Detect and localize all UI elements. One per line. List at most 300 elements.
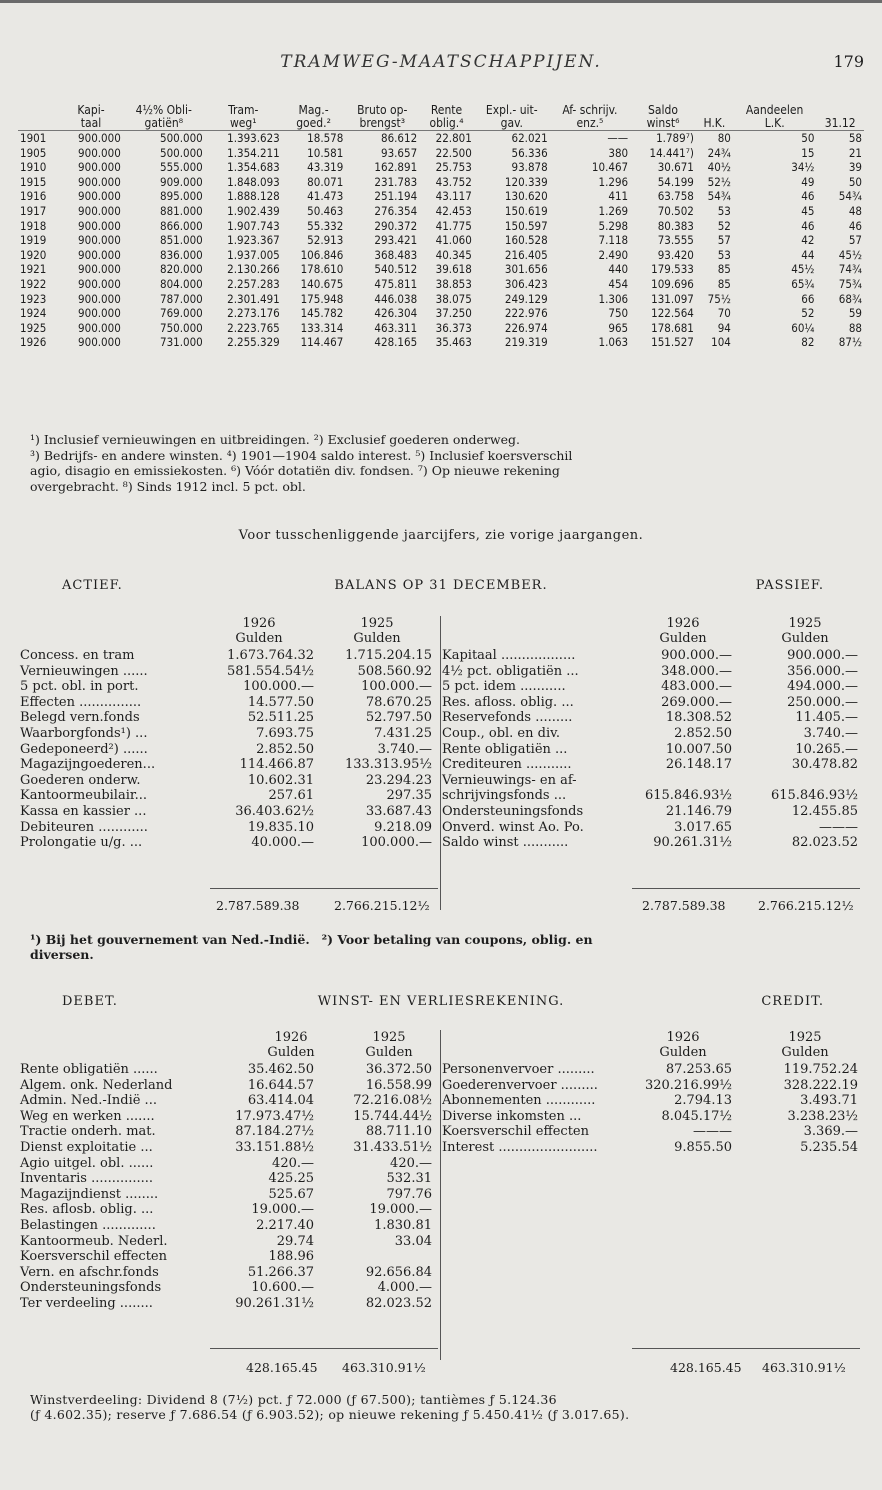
actief-column: [20, 616, 440, 851]
table-cell: 909.000: [159, 174, 203, 189]
table-cell: 866.000: [159, 218, 203, 233]
ledger-label: Goederenvervoer .........: [442, 1077, 598, 1093]
value-1926: 29.74: [276, 1233, 314, 1249]
table-cell: 14.441⁷): [649, 145, 694, 160]
ledger-label: Belegd vern.fonds: [20, 710, 140, 726]
ledger-row: [442, 773, 862, 789]
table-cell: 93.657: [380, 145, 418, 160]
ledger-row: [20, 664, 440, 680]
table-cell: 52½: [707, 174, 731, 189]
ledger-row: [20, 1280, 440, 1296]
table-cell: 820.000: [159, 262, 203, 277]
value-1925: 1.715.204.15: [345, 648, 432, 663]
table-row: [18, 262, 864, 277]
table-cell: 2.257.283: [227, 276, 280, 291]
table-cell: 2.255.329: [227, 335, 280, 350]
ledger-row: [20, 726, 440, 742]
balance-divider: [440, 616, 441, 910]
table-cell: 86.612: [380, 131, 418, 145]
table-cell: 37.250: [435, 306, 472, 321]
value-1926: 87.184.27½: [235, 1124, 314, 1140]
actief-total-1926: 2.787.589.38: [216, 898, 300, 913]
table-cell: 900.000: [78, 174, 121, 189]
table-cell: 900.000: [78, 145, 121, 160]
table-cell: 74¾: [838, 262, 862, 277]
table-cell: 162.891: [374, 160, 418, 175]
table-cell: 454: [608, 276, 629, 291]
table-cell: 131.097: [651, 291, 694, 306]
ledger-row: [442, 835, 862, 851]
value-1925: 3.493.71: [800, 1093, 858, 1109]
value-1926: 114.466.87: [239, 757, 314, 773]
table-cell: 750: [608, 306, 629, 321]
year-1926: 1926 Gulden: [267, 1030, 315, 1060]
year-1926: 1926 Gulden: [235, 616, 283, 646]
actief-total-rule: [210, 888, 438, 889]
table-cell: 39.618: [435, 262, 472, 277]
ledger-row: [442, 1062, 862, 1078]
balance-sheet: [20, 616, 862, 916]
table-cell: 249.129: [504, 291, 548, 306]
value-1925: 1.830.81: [374, 1217, 432, 1233]
column-header-top: Bruto op-: [357, 103, 408, 117]
table-cell: 54¾: [838, 189, 862, 204]
value-1925: 3.369.—: [803, 1124, 858, 1140]
table-cell: 1.306: [598, 291, 629, 306]
value-1925: 100.000.—: [361, 679, 432, 695]
footnote-line: overgebracht. ⁸) Sinds 1912 incl. 5 pct. obl.: [30, 478, 306, 494]
table-cell: 46: [801, 218, 815, 233]
value-1926: 9.855.50: [674, 1139, 732, 1155]
ledger-row: [20, 1109, 440, 1125]
table-cell: 804.000: [159, 276, 203, 291]
annual-figures-table: [18, 104, 864, 350]
table-cell: 80: [717, 131, 731, 145]
value-1925: 100.000.—: [361, 835, 432, 851]
ledger-row: [20, 1078, 440, 1094]
column-header-top: Expl.- uit-: [485, 103, 538, 117]
column-header-bottom: H.K.: [696, 117, 733, 131]
value-1925: 33.04: [394, 1233, 432, 1249]
table-cell: 2.273.176: [227, 306, 280, 321]
table-cell: 68¾: [838, 291, 862, 306]
ledger-row: [20, 648, 440, 664]
table-cell: 21: [848, 145, 862, 160]
ledger-label: Belastingen .............: [20, 1217, 156, 1233]
table-cell: 900.000: [78, 320, 121, 335]
table-cell: 440: [608, 262, 629, 277]
ledger-label: Weg en werken .......: [20, 1108, 155, 1124]
value-1926: 2.794.13: [674, 1093, 732, 1109]
value-1926: 3.017.65: [674, 819, 732, 835]
ledger-label: Tractie onderh. mat.: [20, 1124, 156, 1140]
table-cell: 133.314: [300, 320, 344, 335]
table-cell: 46: [848, 218, 862, 233]
ledger-label: Kantoormeubilair...: [20, 788, 148, 804]
ledger-label: Gedeponeerd²) ......: [20, 741, 148, 757]
balans-title: BALANS OP 31 DECEMBER.: [334, 578, 548, 593]
ledger-label: Crediteuren ...........: [442, 757, 572, 773]
ledger-label: Vernieuwings- en af-: [442, 772, 577, 788]
table-cell: 900.000: [78, 276, 121, 291]
table-cell: 43.117: [435, 189, 472, 204]
table-cell: 38.853: [435, 276, 472, 291]
value-1925: 797.76: [386, 1186, 432, 1202]
value-1926: 525.67: [268, 1186, 314, 1202]
table-cell: 52: [717, 218, 731, 233]
table-cell: 1.063: [598, 335, 629, 350]
year-cell: 1910: [20, 160, 47, 175]
table-cell: 222.976: [504, 306, 548, 321]
ledger-label: Interest ........................: [442, 1139, 598, 1155]
table-cell: 42.453: [435, 203, 472, 218]
table-cell: 540.512: [374, 262, 418, 277]
value-1925: 328.222.19: [783, 1077, 858, 1093]
year-1926: 1926 Gulden: [659, 616, 707, 646]
table-cell: 82: [801, 335, 815, 350]
ledger-row: [442, 1124, 862, 1140]
table-cell: 1.907.743: [227, 218, 280, 233]
table-cell: 18.578: [307, 131, 344, 145]
value-1925: 615.846.93½: [770, 788, 858, 804]
page-number: 179: [833, 52, 864, 71]
table-cell: 900.000: [78, 189, 121, 204]
ledger-label: schrijvingsfonds ...: [442, 788, 567, 804]
table-cell: 62.021: [511, 131, 548, 145]
ledger-row: [20, 1093, 440, 1109]
table-cell: 75¾: [838, 276, 862, 291]
table-cell: 22.801: [435, 131, 472, 145]
pl-divider: [440, 1030, 441, 1360]
ledger-label: Kapitaal ..................: [442, 648, 576, 663]
ledger-label: 5 pct. obl. in port.: [20, 679, 139, 695]
ledger-row: [442, 1078, 862, 1094]
ledger-label: Diverse inkomsten ...: [442, 1108, 582, 1124]
table-cell: 1.269: [598, 203, 629, 218]
value-1925: 532.31: [386, 1171, 432, 1187]
year-cell: 1918: [20, 218, 47, 233]
ledger-row: [20, 788, 440, 804]
ledger-label: Effecten ...............: [20, 694, 142, 710]
value-1926: 2.852.50: [674, 725, 732, 741]
ledger-row: [20, 1296, 440, 1312]
table-cell: 50.463: [307, 203, 344, 218]
column-header-top: Kapi-: [77, 103, 105, 117]
ledger-row: [442, 648, 862, 664]
table-cell: 120.339: [504, 174, 548, 189]
table-cell: 63.758: [657, 189, 694, 204]
table-cell: 130.620: [504, 189, 548, 204]
value-1926: 900.000.—: [661, 648, 732, 663]
table-cell: 85: [717, 262, 731, 277]
table-cell: 1.902.439: [227, 203, 280, 218]
ledger-row: [442, 742, 862, 758]
footnote-line: agio, disagio en emissiekosten. ⁶) Vóór dotatiën div. fondsen. ⁷) Op nieuwe rekening: [30, 463, 560, 478]
column-header-bottom: [18, 117, 59, 131]
table-cell: 1.789⁷): [656, 131, 694, 145]
value-1926: ———: [693, 1124, 732, 1140]
value-1925: 9.218.09: [374, 819, 432, 835]
year-cell: 1915: [20, 174, 47, 189]
table-cell: 59: [848, 306, 862, 321]
table-cell: 94: [717, 320, 731, 335]
table-cell: 65¾: [791, 276, 815, 291]
ledger-label: Saldo winst ...........: [442, 835, 569, 851]
table-cell: 881.000: [159, 203, 203, 218]
ledger-row: [442, 757, 862, 773]
year-cell: 1925: [20, 320, 47, 335]
credit-heading: CREDIT.: [761, 994, 824, 1009]
table-cell: 55.332: [307, 218, 344, 233]
value-1926: 90.261.31½: [653, 835, 732, 851]
ledger-label: Waarborgfonds¹) ...: [20, 725, 148, 741]
ledger-row: [442, 1109, 862, 1125]
value-1926: 63.414.04: [247, 1093, 314, 1109]
ledger-row: [442, 695, 862, 711]
value-1925: 30.478.82: [791, 757, 858, 773]
table-cell: 555.000: [159, 160, 203, 175]
value-1925: 12.455.85: [791, 803, 858, 819]
table-cell: 52: [801, 306, 815, 321]
value-1925: 4.000.—: [377, 1280, 432, 1296]
table-row: [18, 277, 864, 292]
value-1925: 72.216.08½: [353, 1093, 432, 1109]
value-1926: 425.25: [268, 1171, 314, 1187]
table-cell: 41.473: [307, 189, 344, 204]
table-cell: 446.038: [374, 291, 418, 306]
value-1926: 10.007.50: [665, 741, 732, 757]
column-header-top: Rente: [430, 103, 463, 117]
table-cell: 30.671: [657, 160, 694, 175]
column-header-bottom: brengst³: [345, 117, 419, 131]
value-1926: 581.554.54½: [226, 663, 314, 679]
value-1925: 297.35: [386, 788, 432, 804]
table-row: [18, 233, 864, 248]
value-1926: 483.000.—: [661, 679, 732, 695]
value-1926: 10.602.31: [247, 772, 314, 788]
table-cell: 45½: [838, 247, 862, 262]
table-cell: 1.354.683: [227, 160, 280, 175]
value-1925: 3.238.23½: [787, 1108, 858, 1124]
ledger-label: Prolongatie u/g. ...: [20, 835, 143, 851]
table-header-row-bottom: [18, 117, 864, 131]
table-cell: 2.223.765: [227, 320, 280, 335]
value-1925: 119.752.24: [783, 1062, 858, 1077]
ledger-row: [20, 1218, 440, 1234]
table-cell: 1.923.367: [227, 233, 280, 248]
table-cell: 122.564: [651, 306, 694, 321]
table-cell: 500.000: [159, 145, 203, 160]
ledger-row: [20, 1234, 440, 1250]
table-row: [18, 131, 864, 146]
value-1925: 82.023.52: [791, 835, 858, 851]
ledger-row: [442, 820, 862, 836]
value-1925: 133.313.95½: [344, 757, 432, 773]
table-cell: 50: [848, 174, 862, 189]
credit-rows: [442, 1062, 862, 1156]
column-header-bottom: gav.: [474, 117, 550, 131]
column-header-top: [18, 104, 59, 117]
value-1925: 92.656.84: [365, 1264, 432, 1280]
ledger-label: 5 pct. idem ...........: [442, 679, 566, 695]
year-cell: 1926: [20, 335, 47, 350]
table-cell: 87½: [838, 335, 862, 350]
year-1925: 1925 Gulden: [781, 616, 829, 646]
year-cell: 1922: [20, 276, 47, 291]
column-header-bottom: enz.⁵: [550, 117, 630, 131]
table-row: [18, 146, 864, 161]
table-cell: 2.301.491: [227, 291, 280, 306]
table-row: [18, 219, 864, 234]
value-1925: 494.000.—: [787, 679, 858, 695]
profit-distribution-line: (ƒ 4.602.35); reserve ƒ 7.686.54 (ƒ 6.903.52); op nieuwe rekening ƒ 5.450.41½ (ƒ 3.017.65).: [30, 1407, 630, 1422]
ledger-label: Agio uitgel. obl. ......: [20, 1155, 154, 1171]
debet-col-header: [20, 1030, 440, 1062]
table-cell: 301.656: [504, 262, 548, 277]
table-cell: 428.165: [374, 335, 418, 350]
table-cell: 900.000: [78, 203, 121, 218]
table-cell: 57: [717, 233, 731, 248]
ledger-row: [442, 1140, 862, 1156]
actief-rows: [20, 648, 440, 851]
table-cell: 836.000: [159, 247, 203, 262]
table-cell: 53: [717, 247, 731, 262]
table-cell: 276.354: [374, 203, 418, 218]
ledger-label: Ondersteuningsfonds: [442, 803, 584, 819]
value-1926: 21.146.79: [665, 803, 732, 819]
ledger-row: [20, 1249, 440, 1265]
table-cell: 368.483: [374, 247, 418, 262]
ledger-row: [20, 1171, 440, 1187]
table-cell: 179.533: [651, 262, 694, 277]
ledger-row: [442, 804, 862, 820]
column-header-bottom: 31.12: [816, 117, 864, 131]
ledger-label: Coup., obl. en div.: [442, 725, 561, 741]
table-cell: 70: [717, 306, 731, 321]
table-cell: 1.296: [598, 174, 629, 189]
table-cell: 66: [801, 291, 815, 306]
table-cell: 1.393.623: [227, 131, 280, 145]
value-1925: 52.797.50: [365, 710, 432, 726]
value-1925: 19.000.—: [369, 1202, 432, 1218]
value-1926: 40.000.—: [251, 835, 314, 851]
table-cell: ——: [607, 131, 629, 145]
top-edge-rule: [0, 0, 882, 3]
value-1926: 36.403.62½: [235, 803, 314, 819]
table-cell: 38.075: [435, 291, 472, 306]
table-cell: 80.071: [307, 174, 344, 189]
table-cell: 226.974: [504, 320, 548, 335]
value-1926: 26.148.17: [665, 757, 732, 773]
actief-heading: ACTIEF.: [62, 578, 123, 593]
ledger-label: Onverd. winst Ao. Po.: [442, 819, 584, 835]
table-cell: 150.619: [504, 203, 548, 218]
column-header-bottom: taal: [59, 117, 123, 131]
table-cell: 900.000: [78, 291, 121, 306]
table-cell: 900.000: [78, 218, 121, 233]
ledger-label: Vern. en afschr.fonds: [20, 1264, 159, 1280]
value-1925: 78.670.25: [365, 694, 432, 710]
ledger-label: Concess. en tram: [20, 648, 135, 663]
table-cell: 7.118: [598, 233, 629, 248]
debet-total-1925: 463.310.91½: [342, 1360, 426, 1375]
ledger-row: [20, 1124, 440, 1140]
value-1926: 87.253.65: [665, 1062, 732, 1077]
ledger-row: [442, 1093, 862, 1109]
value-1926: 7.693.75: [256, 725, 314, 741]
table-cell: 75½: [707, 291, 731, 306]
ledger-row: [20, 1140, 440, 1156]
table-cell: 5.298: [598, 218, 629, 233]
table-cell: 44: [801, 247, 815, 262]
column-header-top: Mag.-: [298, 103, 329, 117]
ledger-row: [20, 1265, 440, 1281]
ledger-row: [20, 1202, 440, 1218]
table-cell: 787.000: [159, 291, 203, 306]
value-1926: 51.266.37: [247, 1264, 314, 1280]
table-cell: 251.194: [374, 189, 418, 204]
ledger-row: [20, 710, 440, 726]
table-cell: 231.783: [374, 174, 418, 189]
value-1926: 19.000.—: [251, 1202, 314, 1218]
table-cell: 769.000: [159, 306, 203, 321]
ledger-row: [20, 1062, 440, 1078]
ledger-row: [20, 695, 440, 711]
value-1925: 7.431.25: [374, 725, 432, 741]
credit-total-1925: 463.310.91½: [762, 1360, 846, 1375]
table-cell: 60¼: [791, 320, 815, 335]
page-header: [0, 44, 882, 74]
table-cell: 50: [801, 131, 815, 145]
table-cell: 54¾: [707, 189, 731, 204]
table-cell: 900.000: [78, 306, 121, 321]
column-header-top: Af- schrijv.: [562, 103, 618, 117]
profit-distribution: [30, 1392, 868, 1422]
page-title: TRAMWEG-MAATSCHAPPIJEN.: [280, 52, 602, 72]
ledger-row: [442, 664, 862, 680]
table-cell: 178.610: [300, 262, 344, 277]
value-1925: 3.740.—: [377, 741, 432, 757]
table-cell: 10.467: [591, 160, 629, 175]
value-1926: 33.151.88½: [235, 1139, 314, 1155]
value-1925: 15.744.44½: [353, 1108, 432, 1124]
table-cell: 25.753: [435, 160, 472, 175]
value-1925: 250.000.—: [787, 694, 858, 710]
table-cell: 58: [848, 131, 862, 145]
ledger-row: [20, 742, 440, 758]
table-cell: 49: [801, 174, 815, 189]
ledger-row: [442, 788, 862, 804]
table-cell: 15: [801, 145, 815, 160]
table-cell: 216.405: [504, 247, 548, 262]
value-1926: 52.511.25: [247, 710, 314, 726]
credit-col-header: [442, 1030, 862, 1062]
column-header-bottom: weg¹: [205, 117, 282, 131]
table-cell: 500.000: [159, 131, 203, 145]
table-cell: 40½: [707, 160, 731, 175]
table-row: [18, 306, 864, 321]
ledger-label: Personenvervoer .........: [442, 1062, 595, 1077]
pl-heading: [0, 994, 882, 1014]
value-1926: 19.835.10: [247, 819, 314, 835]
table-cell: 293.421: [374, 233, 418, 248]
value-1926: 18.308.52: [665, 710, 732, 726]
year-1926: 1926 Gulden: [659, 1030, 707, 1060]
debet-column: [20, 1030, 440, 1312]
year-cell: 1921: [20, 262, 47, 277]
ledger-label: Dienst exploitatie ...: [20, 1139, 153, 1155]
table-cell: 80.383: [657, 218, 694, 233]
